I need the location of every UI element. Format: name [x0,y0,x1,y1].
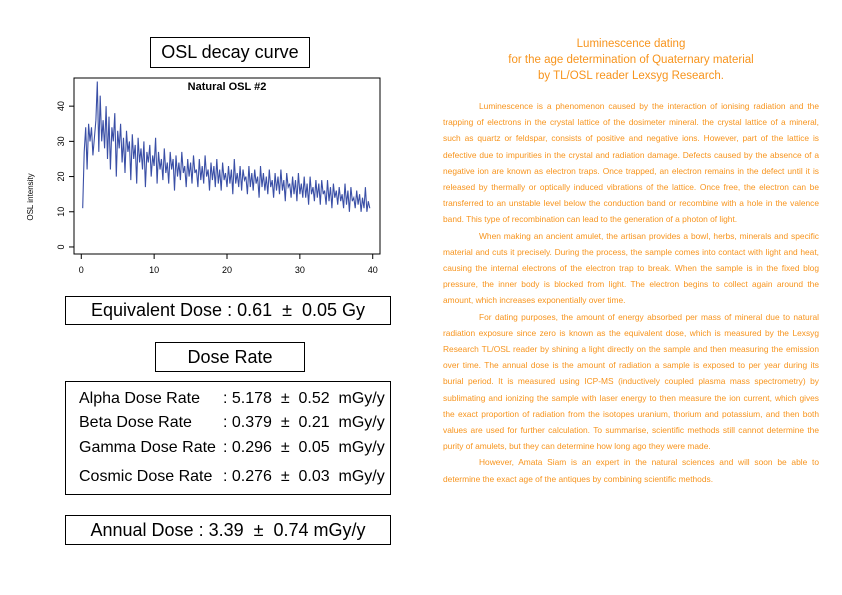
article-body [443,98,819,487]
article-paragraph: For dating purposes, the amount of energy absorbed per mass of mineral due to natural radiation exposure since zero is known as the equivalent dose, which is measured by the Lexsyg Research TL/OSL reader by shining a light directly on the sample and then measuring the emission over time. The annual dose is the amount of radiation a sample is exposed to per year during its burial period. It is measured using ICP-MS (inductively coupled plasma mass spectrometry) by sublimating and ionizing the sample with laser energy to then measure the ion current, which gives the exact proportion of radiation from the isotopes uranium, thorium and potassium, and then both values are used for further calculation. To summarise, scientific methods still cannot determine the purity of amulets, but they can determine how long ago they were made. [443,311,819,452]
osl-chart-svg [20,74,390,284]
equivalent-dose-value: : 0.61 ± 0.05 Gy [227,300,366,320]
rate-label: Cosmic Dose Rate [79,468,213,485]
heading-line: for the age determination of Quaternary material [508,54,754,66]
rate-value: : 0.379 ± 0.21 mGy/y [223,414,385,431]
x-tick-label: 0 [78,265,84,275]
plot-frame [74,78,380,254]
rate-row-gamma [79,438,385,458]
dose-rates-box [65,381,391,495]
rate-label: Alpha Dose Rate [79,390,200,407]
y-axis [56,101,74,249]
chart-title-box [150,37,310,68]
annual-dose-value: : 3.39 ± 0.74 mGy/y [198,519,366,540]
rate-row-cosmic [79,467,385,487]
chart-title-box-label: OSL decay curve [161,42,299,62]
y-tick-label: 20 [56,171,66,182]
y-tick-label: 40 [56,101,66,112]
article-paragraph: When making an ancient amulet, the artisan provides a bowl, herbs, minerals and specific material and cuts it precisely. During the process, the sample comes into contact with light and heat, causing the internal electrons of the electron trap to break. When the sample is in the fixed blog pressure, the inner body is blocked from light. The electron begins to collect again around the amount, which increases exponentially over time. [443,230,819,306]
x-tick-label: 30 [294,265,305,275]
osl-decay-chart [20,74,390,284]
article-heading [443,36,819,84]
equivalent-dose-label: Equivalent Dose [90,300,223,320]
article-paragraph: Luminescence is a phenomenon caused by the interaction of ionising radiation and the trapping of electrons in the crystal lattice of the dosimeter mineral. the crystal lattice of a mineral, such as quartz or feldspar, consists of positive and negative ions. However, part of the lattice is defective due to impurities in the crystal and radiation damage. Defects caused by the absence of a negative ion are known as electron traps. Once trapped, an electron remains in the defect until it is released by thermally or optically induced vibrations of the lattice. Once free, the electron can be transferred to an unstable level below the conduction band or recombine with a hole in the valence band. This type of recombination can lead to the generation of a photon of light. [443,101,819,225]
heading-line: by TL/OSL reader Lexsyg Research. [537,70,724,82]
y-axis-label: OSL intensity [26,173,35,221]
dose-rate-title: Dose Rate [187,346,273,367]
y-tick-label: 10 [56,206,66,217]
heading-line: Luminescence dating [576,38,686,50]
rate-label: Beta Dose Rate [79,414,192,431]
rate-row-alpha [79,389,385,409]
equivalent-dose-box [65,296,391,325]
dose-rate-title-box [155,342,305,372]
x-axis [79,254,378,275]
rate-value: : 5.178 ± 0.52 mGy/y [223,390,385,407]
rate-row-beta [79,413,385,433]
article-column [443,36,819,487]
rate-label: Gamma Dose Rate [79,439,216,456]
y-tick-label: 30 [56,136,66,147]
annual-dose-label: Annual Dose [90,519,194,540]
rate-value: : 0.276 ± 0.03 mGy/y [223,468,385,485]
x-tick-label: 20 [221,265,233,275]
x-tick-label: 40 [367,265,378,275]
rate-value: : 0.296 ± 0.05 mGy/y [223,439,385,456]
plot-title: Natural OSL #2 [187,81,267,93]
x-tick-label: 10 [149,265,160,275]
annual-dose-box [65,515,391,545]
y-tick-label: 0 [56,244,66,250]
article-paragraph: However, Amata Siam is an expert in the natural sciences and will soon be able to determine the exact age of the antiques by combining scientific methods. [443,457,819,484]
